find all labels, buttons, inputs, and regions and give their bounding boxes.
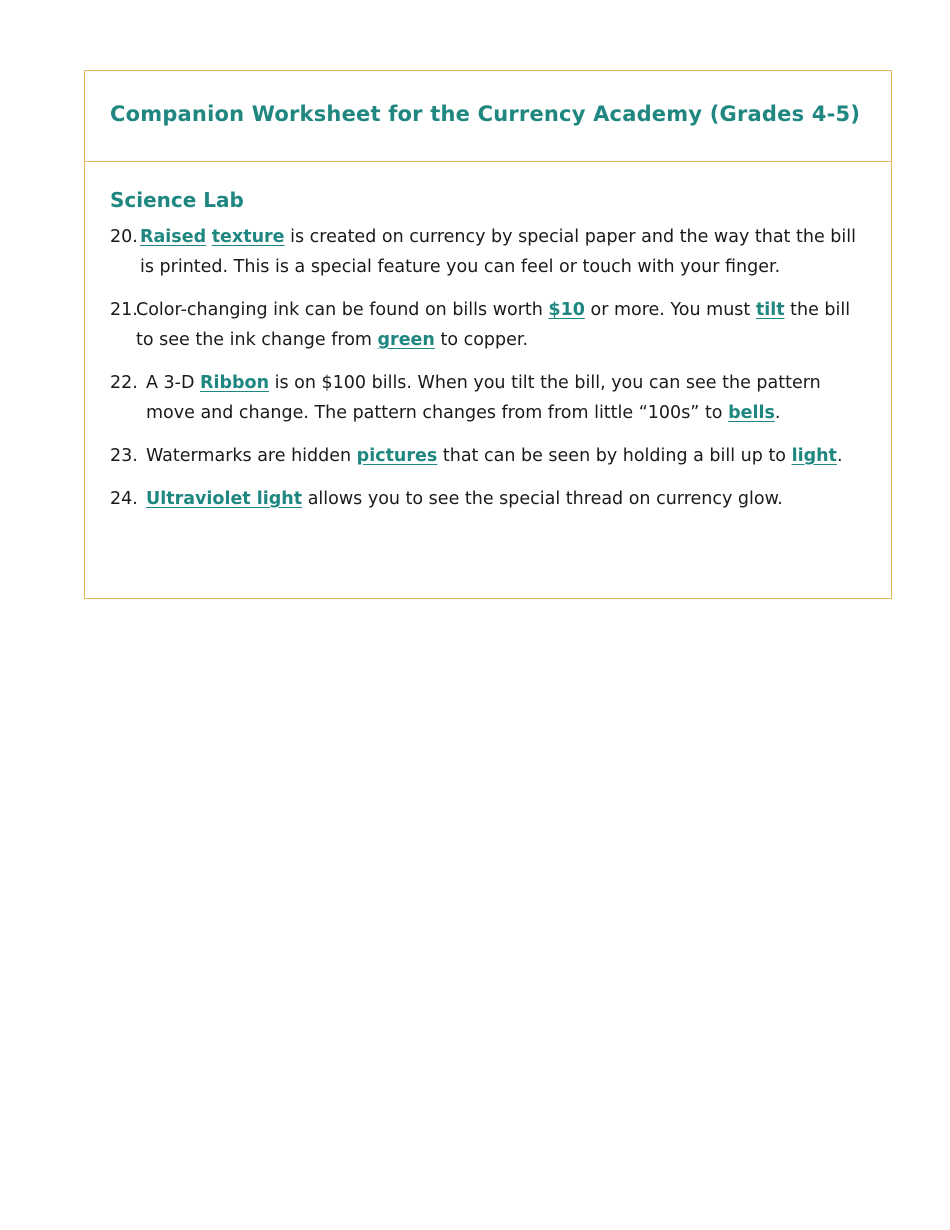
question-text: Watermarks are hidden — [146, 446, 357, 466]
question-24 — [110, 484, 871, 514]
question-number: 24. — [110, 489, 138, 509]
question-text: . — [836, 446, 843, 466]
answer-green: green — [377, 330, 435, 350]
answer-ribbon: Ribbon — [200, 373, 270, 393]
answer-light: light — [791, 446, 837, 466]
question-number: 21. — [110, 300, 138, 320]
answer-tilt: tilt — [755, 300, 785, 320]
question-20 — [110, 222, 871, 282]
answer-ten-dollars: $10 — [548, 300, 585, 320]
question-text: or more. You must — [584, 300, 756, 320]
worksheet-title: Companion Worksheet for the Currency Academy (Grades 4-5) — [110, 102, 861, 126]
question-text: that can be seen by holding a bill up to — [437, 446, 792, 466]
question-text: is created on currency by special paper and the way that the bill is printed. This is a special feature you can feel or touch with your finger. — [140, 227, 856, 277]
question-text: A 3-D — [146, 373, 201, 393]
question-text: allows you to see the special thread on currency glow. — [302, 489, 783, 509]
answer-texture: texture — [211, 227, 285, 247]
question-text: is on $100 bills. When you tilt the bill, you can see the pattern move and change. The pattern changes from from little “100s” to — [146, 373, 821, 423]
question-text: the bill to see the ink change from — [136, 300, 851, 350]
question-23 — [110, 441, 871, 471]
answer-ultraviolet-light: Ultraviolet light — [146, 489, 303, 509]
section-title: Science Lab — [110, 188, 244, 212]
answer-bells: bells — [728, 403, 775, 423]
question-text: . — [774, 403, 781, 423]
question-number: 23. — [110, 446, 138, 466]
worksheet-header — [85, 71, 891, 162]
question-text: Color-changing ink can be found on bills worth — [136, 300, 549, 320]
question-21 — [110, 295, 871, 355]
answer-raised: Raised — [140, 227, 207, 247]
question-number: 22. — [110, 373, 138, 393]
question-22 — [110, 368, 871, 428]
question-number: 20. — [110, 227, 138, 247]
worksheet-panel — [84, 70, 892, 599]
answer-pictures: pictures — [356, 446, 438, 466]
question-text: to copper. — [434, 330, 529, 350]
worksheet-content — [85, 162, 891, 514]
